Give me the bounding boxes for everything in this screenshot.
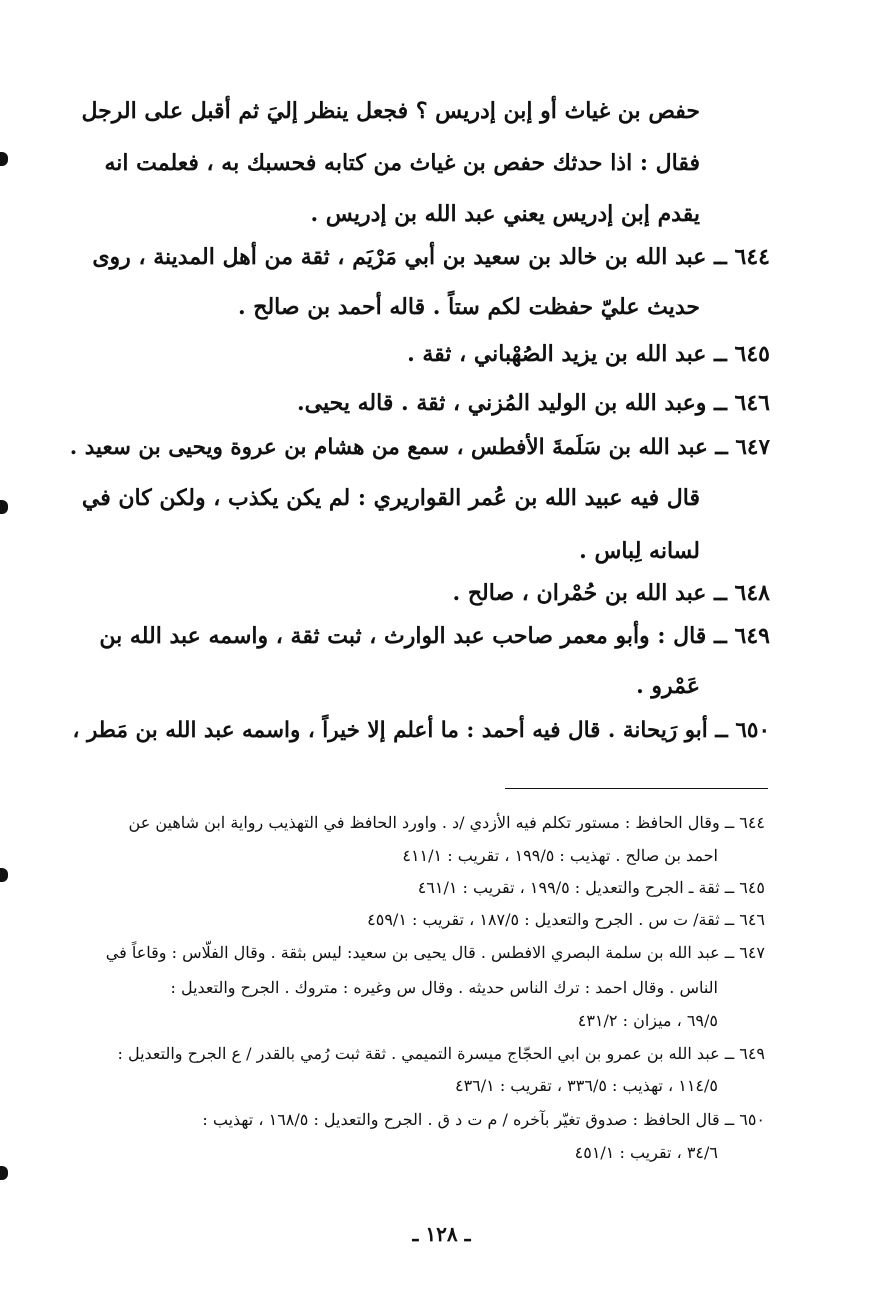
page-number: ـ ١٢٨ ـ [412,1222,471,1246]
footnote-647: ٦٤٧ ــ عبد الله بن سلمة البصري الافطس . قال يحيى بن سعيد: ليس بثقة . وقال الفلّاس : وقاعاً في [105,943,765,962]
entry-650: ٦٥٠ ــ أبو رَيحانة . قال فيه أحمد : ما أعلم إلا خيراً ، واسمه عبد الله بن مَطر ، [72,718,770,743]
entry-647: ٦٤٧ ــ عبد الله بن سَلَمةَ الأفطس ، سمع من هشام بن عروة ويحيى بن سعيد . [69,435,770,460]
footnote-645: ٦٤٥ ــ ثقة ـ الجرح والتعديل : ١٩٩/٥ ، تقريب : ٤٦١/١ [417,878,765,897]
footnote-644: ٦٤٤ ــ وقال الحافظ : مستور تكلم فيه الأزدي /د . واورد الحافظ في التهذيب رواية ابن شاهين عن [128,813,765,832]
margin-mark [0,868,8,882]
entry-647-cont-2: لسانه لِباس . [579,538,700,564]
margin-mark [0,152,8,166]
body-line-3: يقدم إبن إدريس يعني عبد الله بن إدريس . [310,201,700,227]
entry-645: ٦٤٥ ــ عبد الله بن يزيد الصُهْباني ، ثقة . [407,341,770,367]
margin-mark [0,1166,8,1180]
entry-647-cont-1: قال فيه عبيد الله بن عُمر القواريري : لم يكن يكذب ، ولكن كان في [81,485,700,511]
entry-646: ٦٤٦ ــ وعبد الله بن الوليد المُزني ، ثقة . قاله يحيى. [297,390,770,416]
footnote-649: ٦٤٩ ــ عبد الله بن عمرو بن ابي الحجّاج ميسرة التميمي . ثقة ثبت رُمي بالقدر / ع الجرح والتعديل : [117,1044,765,1063]
entry-648: ٦٤٨ ــ عبد الله بن حُمْران ، صالح . [452,580,770,606]
margin-mark [0,500,8,514]
entry-644-cont: حديث عليّ حفظت لكم ستاً . قاله أحمد بن صالح . [237,294,700,320]
body-line-2: فقال : اذا حدثك حفص بن غياث من كتابه فحسبك به ، فعلمت انه [104,150,700,176]
footnote-650: ٦٥٠ ــ قال الحافظ : صدوق تغيّر بآخره / م ت د ق . الجرح والتعديل : ١٦٨/٥ ، تهذيب : [202,1110,765,1129]
entry-649-cont: عَمْرو . [636,673,700,699]
footnote-647-cont-2: ٦٩/٥ ، ميزان : ٤٣١/٢ [577,1011,718,1030]
footnote-644-cont: احمد بن صالح . تهذيب : ١٩٩/٥ ، تقريب : ٤١١/١ [402,846,718,865]
footnote-650-cont: ٣٤/٦ ، تقريب : ٤٥١/١ [574,1143,718,1162]
entry-644: ٦٤٤ ــ عبد الله بن خالد بن سعيد بن أبي مَرْيَم ، ثقة من أهل المدينة ، روى [92,244,770,270]
footnote-divider [505,788,768,789]
entry-649: ٦٤٩ ــ قال : وأبو معمر صاحب عبد الوارث ، ثبت ثقة ، واسمه عبد الله بن [99,623,770,649]
footnote-647-cont-1: الناس . وقال احمد : ترك الناس حديثه . وقال س وغيره : متروك . الجرح والتعديل : [170,978,718,997]
footnote-646: ٦٤٦ ــ ثقة/ ت س . الجرح والتعديل : ١٨٧/٥ ، تقريب : ٤٥٩/١ [367,910,765,929]
footnote-649-cont: ١١٤/٥ ، تهذيب : ٣٣٦/٥ ، تقريب : ٤٣٦/١ [454,1076,718,1095]
body-line-1: حفص بن غياث أو إبن إدريس ؟ فجعل ينظر إليَ ثم أقبل على الرجل [81,98,700,124]
